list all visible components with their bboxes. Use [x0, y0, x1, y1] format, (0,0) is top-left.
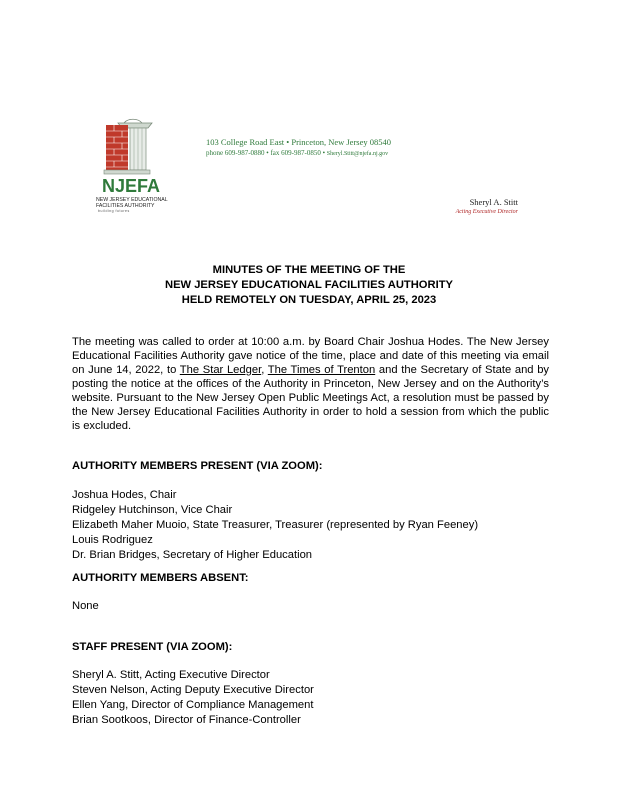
director-block [456, 197, 518, 215]
list-item: Ellen Yang, Director of Compliance Management [72, 699, 314, 711]
list-item: Dr. Brian Bridges, Secretary of Higher Education [72, 549, 313, 561]
logo-wordmark: NJEFA [101, 176, 161, 196]
letterhead-address [206, 137, 391, 160]
members-present-heading: AUTHORITY MEMBERS PRESENT (VIA ZOOM): [72, 460, 323, 472]
intro-text-1: The meeting was called to order at 10:00 a.m. by Board Chair Joshua Hodes. The New Jersey Educational Facilities Authority gave notice of the time, place and date of this meeting via email on June 14, 2022, to [72, 336, 549, 376]
intro-paragraph [72, 335, 549, 433]
newspaper-star-ledger: The Star Ledger [179, 364, 262, 376]
list-item: Sheryl A. Stitt, Acting Executive Director [72, 669, 270, 681]
address-line: 103 College Road East • Princeton, New Jersey 08540 [206, 137, 391, 147]
intro-text-2: , [261, 364, 268, 376]
list-item: Louis Rodriguez [72, 534, 153, 546]
title-line-1: MINUTES OF THE MEETING OF THE [212, 264, 406, 276]
title-line-2: NEW JERSEY EDUCATIONAL FACILITIES AUTHORITY [165, 279, 453, 291]
email-text: Sheryl.Stitt@njefa.nj.gov [326, 151, 389, 157]
document-title [0, 263, 618, 308]
list-item: Elizabeth Maher Muoio, State Treasurer, Treasurer (represented by Ryan Feeney) [72, 519, 479, 531]
logo-subtext: NEW JERSEY EDUCATIONAL FACILITIES AUTHORITY [96, 197, 168, 209]
staff-present-heading: STAFF PRESENT (VIA ZOOM): [72, 641, 233, 653]
director-title: Acting Executive Director [455, 209, 518, 215]
director-name: Sheryl A. Stitt [469, 197, 518, 207]
title-line-3: HELD REMOTELY ON TUESDAY, APRIL 25, 2023 [181, 294, 437, 306]
members-absent-list [72, 599, 99, 614]
list-item: Ridgeley Hutchinson, Vice Chair [72, 504, 233, 516]
list-item: Brian Sootkoos, Director of Finance-Controller [72, 714, 301, 726]
phone-fax-text: phone 609-987-0880 • fax 609-987-0850 • [206, 149, 327, 157]
intro-text-3: and the Secretary of State and by posting the notice at the offices of the Authority in Princeton, New Jersey and on the Authority’s website. Pursuant to the New Jersey Open Public Meetings Act, a resolution must be passed by the New Jersey Educational Facilities Authority in order to hold a session from which the public is excluded. [72, 364, 550, 432]
staff-present-list [72, 668, 314, 728]
phone-line [206, 148, 391, 160]
members-present-list [72, 488, 478, 563]
list-item: Joshua Hodes, Chair [72, 489, 177, 501]
logo-tagline: building futures [98, 209, 130, 213]
members-absent-heading: AUTHORITY MEMBERS ABSENT: [72, 572, 249, 584]
list-item: None [72, 600, 99, 612]
building-column-icon [94, 117, 164, 179]
newspaper-times-of-trenton: The Times of Trenton [267, 364, 376, 376]
list-item: Steven Nelson, Acting Deputy Executive Director [72, 684, 314, 696]
